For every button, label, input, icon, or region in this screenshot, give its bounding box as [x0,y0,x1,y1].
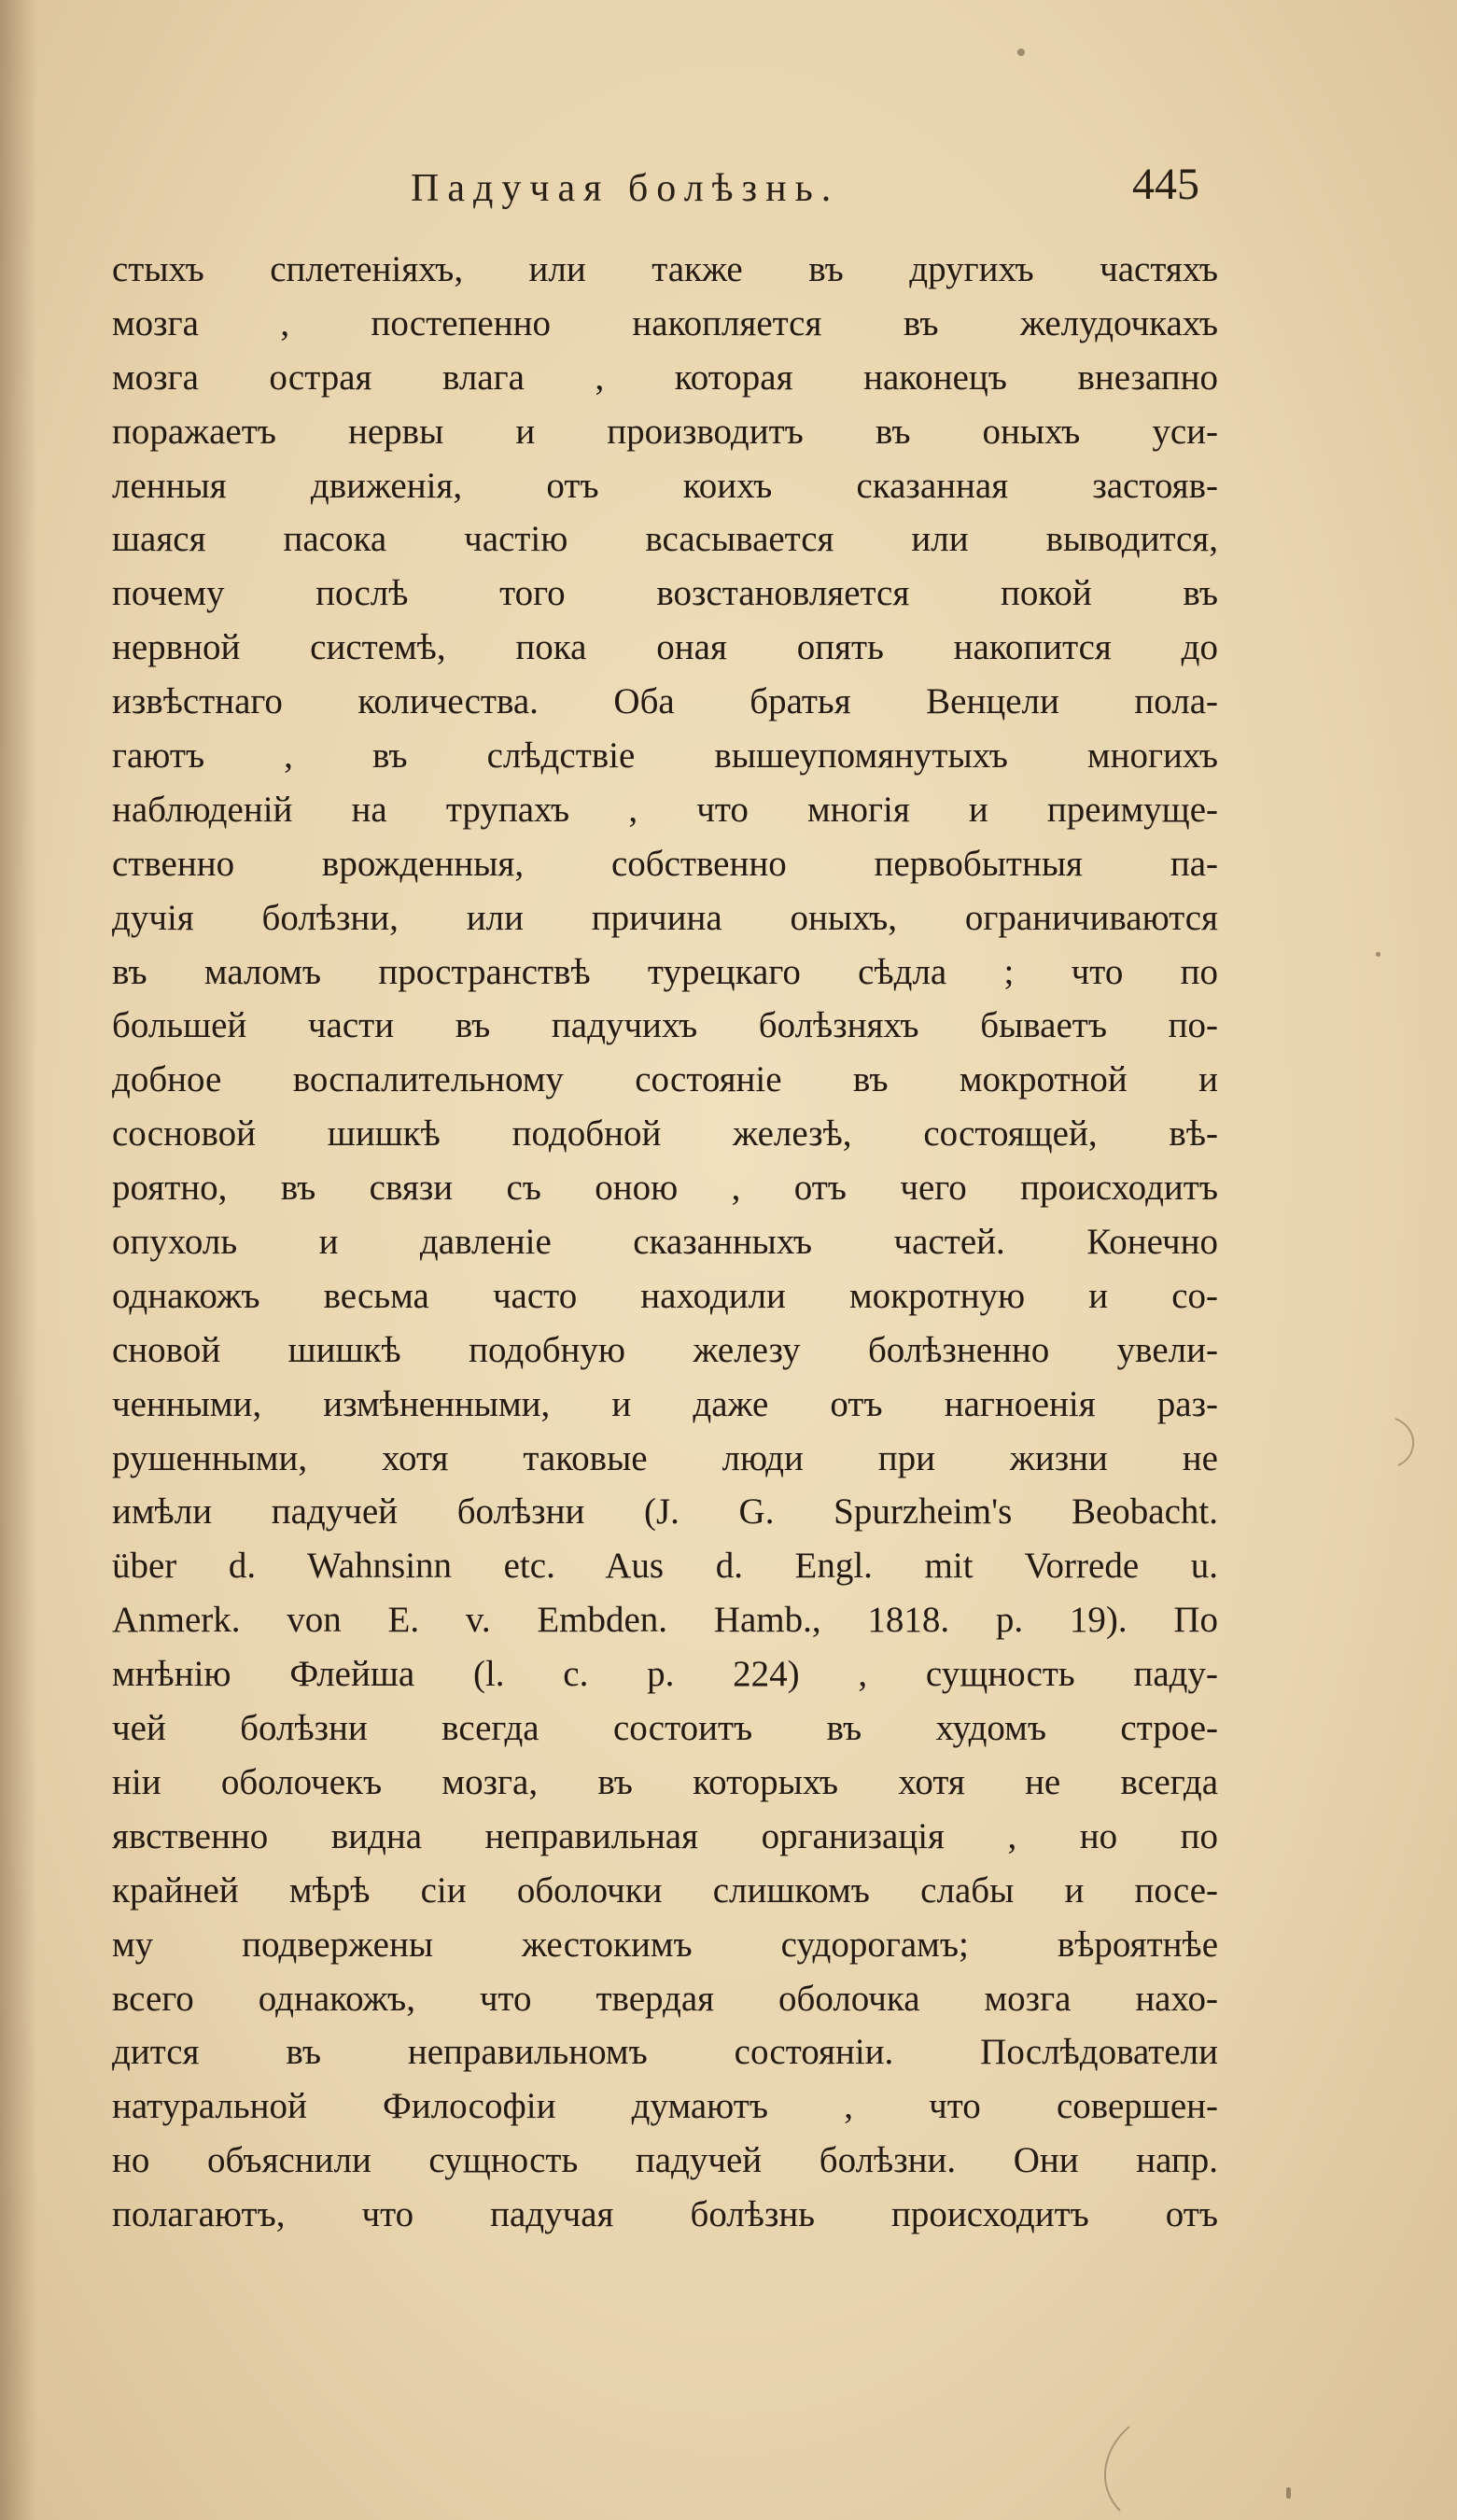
text-line: однакожъ весьма часто находили мокротную и со- [112,1275,1218,1316]
text-line: опухоль и давленіе сказанныхъ частей. Конечно [112,1222,1218,1263]
text-line: въ маломъ пространствѣ турецкаго сѣдла ; что по [112,951,1218,992]
text-line: но объяснили сущность падучей болѣзни. Они напр. [112,2140,1218,2181]
text-line: Anmerk. von E. v. Embden. Hamb., 1818. p. 19). По [112,1600,1218,1641]
text-line: имѣли падучей болѣзни (J. G. Spurzheim's Beobacht. [112,1491,1218,1533]
text-line: über d. Wahnsinn etc. Aus d. Engl. mit Vorrede u. [112,1546,1218,1587]
page-number: 445 [1132,160,1199,209]
margin-scribble [1391,1414,1428,1470]
text-line: стыхъ сплетеніяхъ, или также въ другихъ частяхъ [112,249,1218,289]
text-line: рушенными, хотя таковые люди при жизни не [112,1437,1218,1478]
text-line: сновой шишкѣ подобную железу болѣзненно увели- [112,1329,1218,1370]
text-line: роятно, въ связи съ оною , отъ чего происходитъ [112,1168,1218,1209]
margin-scribble [1092,2422,1167,2515]
text-line: мнѣнію Флейша (l. c. p. 224) , сущность паду- [112,1654,1218,1695]
page-edge-shadow [0,0,37,2520]
text-line: ченными, измѣненными, и даже отъ нагноенія раз- [112,1383,1218,1424]
text-line: шаяся пасока частію всасывается или выводится, [112,519,1218,560]
text-line: крайней мѣрѣ сіи оболочки слишкомъ слабы и посе- [112,1869,1218,1911]
text-line: му подвержены жестокимъ судорогамъ; вѣроятнѣе [112,1924,1218,1965]
body-text [112,243,1218,2242]
text-line: полагаютъ, что падучая болѣзнь происходитъ отъ [112,2194,1218,2235]
text-line: всего однакожъ, что твердая оболочка мозга нахо- [112,1978,1218,2019]
text-line: мозга , постепенно накопляется въ желудочкахъ [112,302,1218,343]
text-line: нервной системѣ, пока оная опять накопится до [112,627,1218,668]
text-line: почему послѣ того возстановляется покой въ [112,573,1218,614]
text-line: сосновой шишкѣ подобной железѣ, состоящей, вѣ- [112,1113,1218,1155]
paper-speck [1286,2487,1291,2499]
text-line: дучія болѣзни, или причина оныхъ, ограничиваются [112,897,1218,938]
text-line: поражаетъ нервы и производитъ въ оныхъ уси- [112,411,1218,452]
text-line: извѣстнаго количества. Оба братья Венцели пола- [112,681,1218,722]
text-line: ленныя движенія, отъ коихъ сказанная застояв- [112,465,1218,506]
page-header [0,159,1457,224]
text-line: натуральной Философіи думаютъ , что совершен- [112,2086,1218,2127]
text-line: большей части въ падучихъ болѣзняхъ бываетъ по- [112,1005,1218,1046]
text-line: чей болѣзни всегда состоитъ въ худомъ строе- [112,1708,1218,1749]
running-title: Падучая болѣзнь. [411,167,840,210]
text-line: мозга острая влага , которая наконецъ внезапно [112,357,1218,398]
text-line: наблюденій на трупахъ , что многія и преимуще- [112,789,1218,830]
paper-speck [1017,49,1025,56]
text-line: добное воспалительному состояніе въ мокротной и [112,1059,1218,1100]
text-line: ственно врожденныя, собственно первобытныя па- [112,843,1218,884]
text-line: ніи оболочекъ мозга, въ которыхъ хотя не всегда [112,1761,1218,1802]
text-line: явственно видна неправильная организація , но по [112,1815,1218,1856]
text-line: дится въ неправильномъ состояніи. Послѣдователи [112,2032,1218,2073]
paper-speck [1376,952,1380,957]
text-line: гаютъ , въ слѣдствіе вышеупомянутыхъ многихъ [112,735,1218,777]
